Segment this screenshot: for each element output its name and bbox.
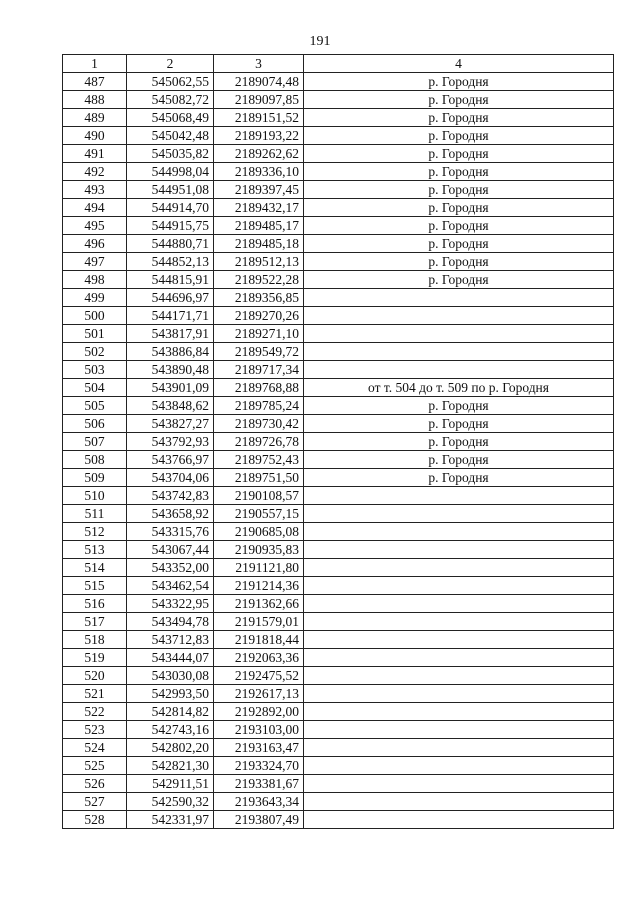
table-row	[63, 775, 614, 793]
point-number-cell: 508	[63, 451, 127, 469]
x-coordinate-cell: 543352,00	[127, 559, 214, 577]
x-coordinate-cell: 543792,93	[127, 433, 214, 451]
description-cell: р. Городня	[304, 73, 614, 91]
y-coordinate-cell: 2189785,24	[214, 397, 304, 415]
x-coordinate-cell: 544852,13	[127, 253, 214, 271]
description-cell: р. Городня	[304, 163, 614, 181]
point-number-cell: 509	[63, 469, 127, 487]
description-cell	[304, 523, 614, 541]
table-row	[63, 163, 614, 181]
point-number-cell: 526	[63, 775, 127, 793]
description-cell	[304, 577, 614, 595]
table-row	[63, 523, 614, 541]
y-coordinate-cell: 2189270,26	[214, 307, 304, 325]
x-coordinate-cell: 542993,50	[127, 685, 214, 703]
description-cell	[304, 595, 614, 613]
description-cell	[304, 487, 614, 505]
point-number-cell: 522	[63, 703, 127, 721]
point-number-cell: 495	[63, 217, 127, 235]
point-number-cell: 520	[63, 667, 127, 685]
x-coordinate-cell: 543494,78	[127, 613, 214, 631]
x-coordinate-cell: 545062,55	[127, 73, 214, 91]
y-coordinate-cell: 2189262,62	[214, 145, 304, 163]
point-number-cell: 514	[63, 559, 127, 577]
point-number-cell: 504	[63, 379, 127, 397]
x-coordinate-cell: 543315,76	[127, 523, 214, 541]
y-coordinate-cell: 2189512,13	[214, 253, 304, 271]
description-cell: р. Городня	[304, 451, 614, 469]
table-row	[63, 667, 614, 685]
table-row	[63, 235, 614, 253]
point-number-cell: 502	[63, 343, 127, 361]
point-number-cell: 511	[63, 505, 127, 523]
y-coordinate-cell: 2189522,28	[214, 271, 304, 289]
description-cell	[304, 757, 614, 775]
y-coordinate-cell: 2192892,00	[214, 703, 304, 721]
table-row	[63, 289, 614, 307]
x-coordinate-cell: 543827,27	[127, 415, 214, 433]
description-cell	[304, 793, 614, 811]
description-cell: р. Городня	[304, 145, 614, 163]
point-number-cell: 515	[63, 577, 127, 595]
table-row	[63, 451, 614, 469]
description-cell	[304, 721, 614, 739]
table-row	[63, 469, 614, 487]
description-cell: р. Городня	[304, 415, 614, 433]
point-number-cell: 488	[63, 91, 127, 109]
x-coordinate-cell: 543766,97	[127, 451, 214, 469]
description-cell	[304, 739, 614, 757]
x-coordinate-cell: 543322,95	[127, 595, 214, 613]
description-cell: от т. 504 до т. 509 по р. Городня	[304, 379, 614, 397]
y-coordinate-cell: 2193381,67	[214, 775, 304, 793]
point-number-cell: 528	[63, 811, 127, 829]
x-coordinate-cell: 543712,83	[127, 631, 214, 649]
y-coordinate-cell: 2192475,52	[214, 667, 304, 685]
point-number-cell: 503	[63, 361, 127, 379]
table-row	[63, 91, 614, 109]
point-number-cell: 500	[63, 307, 127, 325]
description-cell: р. Городня	[304, 109, 614, 127]
table-row	[63, 343, 614, 361]
y-coordinate-cell: 2191818,44	[214, 631, 304, 649]
point-number-cell: 493	[63, 181, 127, 199]
table-row	[63, 145, 614, 163]
point-number-cell: 510	[63, 487, 127, 505]
point-number-cell: 498	[63, 271, 127, 289]
description-cell	[304, 811, 614, 829]
point-number-cell: 501	[63, 325, 127, 343]
y-coordinate-cell: 2189432,17	[214, 199, 304, 217]
y-coordinate-cell: 2189336,10	[214, 163, 304, 181]
description-cell	[304, 307, 614, 325]
description-cell: р. Городня	[304, 217, 614, 235]
header-col-4: 4	[304, 55, 614, 73]
y-coordinate-cell: 2190685,08	[214, 523, 304, 541]
description-cell	[304, 775, 614, 793]
table-row	[63, 361, 614, 379]
table-row	[63, 505, 614, 523]
table-row	[63, 631, 614, 649]
table-row	[63, 739, 614, 757]
y-coordinate-cell: 2190557,15	[214, 505, 304, 523]
table-row	[63, 577, 614, 595]
point-number-cell: 519	[63, 649, 127, 667]
y-coordinate-cell: 2189097,85	[214, 91, 304, 109]
y-coordinate-cell: 2189752,43	[214, 451, 304, 469]
point-number-cell: 505	[63, 397, 127, 415]
table-row	[63, 307, 614, 325]
point-number-cell: 521	[63, 685, 127, 703]
description-cell: р. Городня	[304, 253, 614, 271]
table-row	[63, 181, 614, 199]
point-number-cell: 512	[63, 523, 127, 541]
x-coordinate-cell: 543890,48	[127, 361, 214, 379]
x-coordinate-cell: 543067,44	[127, 541, 214, 559]
description-cell	[304, 361, 614, 379]
y-coordinate-cell: 2191362,66	[214, 595, 304, 613]
point-number-cell: 516	[63, 595, 127, 613]
y-coordinate-cell: 2189074,48	[214, 73, 304, 91]
y-coordinate-cell: 2193807,49	[214, 811, 304, 829]
table-row	[63, 73, 614, 91]
header-col-1: 1	[63, 55, 127, 73]
table-row	[63, 487, 614, 505]
point-number-cell: 489	[63, 109, 127, 127]
x-coordinate-cell: 544696,97	[127, 289, 214, 307]
x-coordinate-cell: 543886,84	[127, 343, 214, 361]
point-number-cell: 497	[63, 253, 127, 271]
description-cell	[304, 541, 614, 559]
y-coordinate-cell: 2193324,70	[214, 757, 304, 775]
x-coordinate-cell: 543462,54	[127, 577, 214, 595]
y-coordinate-cell: 2189356,85	[214, 289, 304, 307]
page-number: 191	[309, 34, 331, 49]
point-number-cell: 492	[63, 163, 127, 181]
x-coordinate-cell: 545035,82	[127, 145, 214, 163]
table-row	[63, 253, 614, 271]
point-number-cell: 491	[63, 145, 127, 163]
x-coordinate-cell: 544914,70	[127, 199, 214, 217]
point-number-cell: 523	[63, 721, 127, 739]
x-coordinate-cell: 543742,83	[127, 487, 214, 505]
description-cell: р. Городня	[304, 397, 614, 415]
x-coordinate-cell: 545042,48	[127, 127, 214, 145]
y-coordinate-cell: 2191121,80	[214, 559, 304, 577]
coordinates-table	[62, 54, 614, 829]
x-coordinate-cell: 543901,09	[127, 379, 214, 397]
description-cell	[304, 559, 614, 577]
x-coordinate-cell: 542802,20	[127, 739, 214, 757]
table-row	[63, 397, 614, 415]
table-row	[63, 811, 614, 829]
table-row	[63, 703, 614, 721]
table-row	[63, 613, 614, 631]
table-row	[63, 271, 614, 289]
x-coordinate-cell: 544880,71	[127, 235, 214, 253]
y-coordinate-cell: 2193103,00	[214, 721, 304, 739]
description-cell	[304, 631, 614, 649]
y-coordinate-cell: 2189193,22	[214, 127, 304, 145]
point-number-cell: 487	[63, 73, 127, 91]
description-cell	[304, 613, 614, 631]
y-coordinate-cell: 2189717,34	[214, 361, 304, 379]
table-row	[63, 199, 614, 217]
point-number-cell: 527	[63, 793, 127, 811]
x-coordinate-cell: 543704,06	[127, 469, 214, 487]
table-row	[63, 649, 614, 667]
y-coordinate-cell: 2189726,78	[214, 433, 304, 451]
x-coordinate-cell: 542590,32	[127, 793, 214, 811]
x-coordinate-cell: 542331,97	[127, 811, 214, 829]
x-coordinate-cell: 544998,04	[127, 163, 214, 181]
x-coordinate-cell: 543817,91	[127, 325, 214, 343]
description-cell: р. Городня	[304, 469, 614, 487]
y-coordinate-cell: 2190935,83	[214, 541, 304, 559]
x-coordinate-cell: 544915,75	[127, 217, 214, 235]
y-coordinate-cell: 2192063,36	[214, 649, 304, 667]
description-cell	[304, 505, 614, 523]
y-coordinate-cell: 2189751,50	[214, 469, 304, 487]
description-cell: р. Городня	[304, 181, 614, 199]
point-number-cell: 507	[63, 433, 127, 451]
description-cell: р. Городня	[304, 199, 614, 217]
description-cell: р. Городня	[304, 127, 614, 145]
table-row	[63, 127, 614, 145]
description-cell	[304, 685, 614, 703]
header-col-2: 2	[127, 55, 214, 73]
y-coordinate-cell: 2189730,42	[214, 415, 304, 433]
x-coordinate-cell: 543658,92	[127, 505, 214, 523]
y-coordinate-cell: 2189271,10	[214, 325, 304, 343]
description-cell: р. Городня	[304, 91, 614, 109]
table-header	[63, 55, 614, 73]
description-cell	[304, 325, 614, 343]
x-coordinate-cell: 542911,51	[127, 775, 214, 793]
y-coordinate-cell: 2189485,17	[214, 217, 304, 235]
table-row	[63, 379, 614, 397]
y-coordinate-cell: 2189397,45	[214, 181, 304, 199]
point-number-cell: 518	[63, 631, 127, 649]
x-coordinate-cell: 544951,08	[127, 181, 214, 199]
x-coordinate-cell: 542743,16	[127, 721, 214, 739]
point-number-cell: 499	[63, 289, 127, 307]
point-number-cell: 517	[63, 613, 127, 631]
point-number-cell: 490	[63, 127, 127, 145]
description-cell: р. Городня	[304, 433, 614, 451]
header-col-3: 3	[214, 55, 304, 73]
table-row	[63, 757, 614, 775]
table-row	[63, 685, 614, 703]
x-coordinate-cell: 544171,71	[127, 307, 214, 325]
y-coordinate-cell: 2191579,01	[214, 613, 304, 631]
x-coordinate-cell: 543444,07	[127, 649, 214, 667]
y-coordinate-cell: 2190108,57	[214, 487, 304, 505]
table-row	[63, 559, 614, 577]
x-coordinate-cell: 544815,91	[127, 271, 214, 289]
description-cell	[304, 289, 614, 307]
x-coordinate-cell: 543848,62	[127, 397, 214, 415]
y-coordinate-cell: 2189151,52	[214, 109, 304, 127]
y-coordinate-cell: 2189768,88	[214, 379, 304, 397]
y-coordinate-cell: 2189485,18	[214, 235, 304, 253]
point-number-cell: 525	[63, 757, 127, 775]
table-row	[63, 109, 614, 127]
description-cell	[304, 703, 614, 721]
point-number-cell: 506	[63, 415, 127, 433]
table-row	[63, 433, 614, 451]
y-coordinate-cell: 2191214,36	[214, 577, 304, 595]
table-row	[63, 595, 614, 613]
table-row	[63, 415, 614, 433]
description-cell	[304, 649, 614, 667]
table-row	[63, 541, 614, 559]
table-body	[63, 73, 614, 829]
point-number-cell: 513	[63, 541, 127, 559]
table-row	[63, 325, 614, 343]
description-cell	[304, 667, 614, 685]
x-coordinate-cell: 542821,30	[127, 757, 214, 775]
x-coordinate-cell: 542814,82	[127, 703, 214, 721]
y-coordinate-cell: 2192617,13	[214, 685, 304, 703]
x-coordinate-cell: 545082,72	[127, 91, 214, 109]
table-row	[63, 217, 614, 235]
y-coordinate-cell: 2189549,72	[214, 343, 304, 361]
table-row	[63, 721, 614, 739]
table-row	[63, 793, 614, 811]
header-row	[63, 55, 614, 73]
y-coordinate-cell: 2193163,47	[214, 739, 304, 757]
description-cell: р. Городня	[304, 271, 614, 289]
description-cell	[304, 343, 614, 361]
description-cell: р. Городня	[304, 235, 614, 253]
point-number-cell: 494	[63, 199, 127, 217]
point-number-cell: 496	[63, 235, 127, 253]
y-coordinate-cell: 2193643,34	[214, 793, 304, 811]
x-coordinate-cell: 545068,49	[127, 109, 214, 127]
x-coordinate-cell: 543030,08	[127, 667, 214, 685]
point-number-cell: 524	[63, 739, 127, 757]
